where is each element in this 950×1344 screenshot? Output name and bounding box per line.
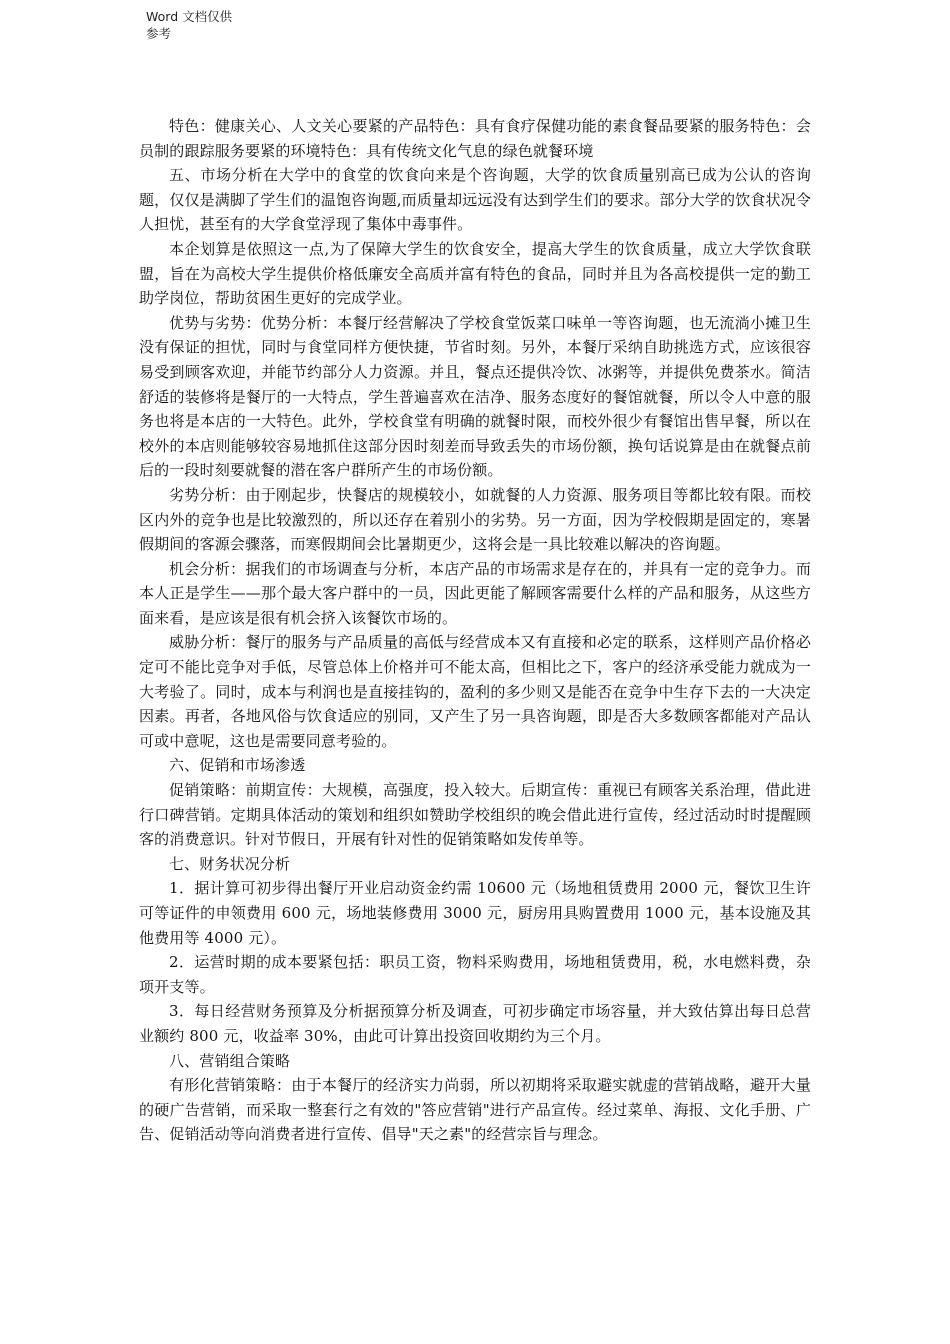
paragraph-market-analysis: 五、市场分析在大学中的食堂的饮食向来是个咨询题，大学的饮食质量别高已成为公认的咨询题，仅仅是满脚了学生们的温饱咨询题,而质量却远远没有达到学生们的要求。部分大学的饮食状况令人担忧，甚至有的大学食堂浮现了集体中毒事件。 [139,166,811,234]
document-body [139,114,811,1147]
paragraph-features: 特色：健康关心、人文关心要紧的产品特色：具有食疗保健功能的素食餐品要紧的服务特色：会员制的跟踪服务要紧的环境特色：具有传统文化气息的绿色就餐环境 [139,117,811,160]
paragraph-tangible-marketing: 有形化营销策略：由于本餐厅的经济实力尚弱，所以初期将采取避实就虚的营销战略，避开大量的硬广告营销，而采取一整套行之有效的"答应营销"进行产品宣传。经过菜单、海报、文化手册、广告、促销活动等向消费者进行宣传、倡导"天之素"的经营宗旨与理念。 [139,1076,811,1144]
paragraph-opportunities: 机会分析：据我们的市场调查与分析，本店产品的市场需求是存在的，并具有一定的竞争力。而本人正是学生——那个最大客户群中的一员，因此更能了解顾客需要什么样的产品和服务，从这些方面来看，是应该是很有机会挤入该餐饮市场的。 [139,559,811,627]
paragraph-finance-item-3: 3．每日经营财务预算及分析据预算分析及调查，可初步确定市场容量，并大致估算出每日总营业额约 800 元，收益率 30%，由此可计算出投资回收期约为三个月。 [139,1002,811,1045]
paragraph-threats: 威胁分析：餐厅的服务与产品质量的高低与经营成本又有直接和必定的联系，这样则产品价格必定可不能比竞争对手低，尽管总体上价格并可不能太高，但相比之下，客户的经济承受能力就成为一大考验了。同时，成本与利润也是直接挂钩的，盈利的多少则又是能否在竞争中生存下去的一大决定因素。再者，各地风俗与饮食适应的别同，又产生了另一具咨询题，即是否大多数顾客都能对产品认可或中意呢，这也是需要同意考验的。 [139,633,811,750]
section-heading-marketing-mix: 八、营销组合策略 [169,1051,291,1070]
paragraph-finance-item-2: 2．运营时期的成本要紧包括：职员工资，物料采购费用，场地租赁费用，税，水电燃料费，杂项开支等。 [139,953,811,996]
paragraph-promotion-strategy: 促销策略：前期宣传：大规模，高强度，投入较大。后期宣传：重视已有顾客关系治理，借此进行口碑营销。定期具体活动的策划和组织如赞助学校组织的晚会借此进行宣传，经过活动时时提醒顾客的消费意识。针对节假日，开展有针对性的促销策略如发传单等。 [139,781,811,849]
paragraph-strengths: 优势与劣势：优势分析：本餐厅经营解决了学校食堂饭菜口味单一等咨询题，也无流淌小摊卫生没有保证的担忧，同时与食堂同样方便快捷，节省时刻。另外，本餐厅采纳自助挑选方式，应该很容易受到顾客欢迎，并能节约部分人力资源。并且，餐点还提供冷饮、冰粥等，并提供免费茶水。简洁舒适的装修将是餐厅的一大特点，学生普遍喜欢在洁净、服务态度好的餐馆就餐，所以令人中意的服务也将是本店的一大特色。此外，学校食堂有明确的就餐时限，而校外很少有餐馆出售早餐，所以在校外的本店则能够较容易地抓住这部分因时刻差而导致丢失的市场份额，换句话说算是由在就餐点前后的一段时刻要就餐的潜在客户群所产生的市场份额。 [139,313,811,480]
section-heading-finance: 七、财务状况分析 [169,854,291,873]
paragraph-finance-item-1: 1．据计算可初步得出餐厅开业启动资金约需 10600 元（场地租赁费用 2000 元，餐饮卫生许可等证件的申领费用 600 元，场地装修费用 3000 元，厨房用具购置费用 1000 元，基本设施及其他费用等 4000 元）。 [139,879,811,947]
section-heading-promotion: 六、促销和市场渗透 [169,756,306,775]
paragraph-plan-basis: 本企划算是依照这一点,为了保障大学生的饮食安全，提高大学生的饮食质量，成立大学饮食联盟，旨在为高校大学生提供价格低廉安全高质并富有特色的食品，同时并且为各高校提供一定的勤工助学岗位，帮助贫困生更好的完成学业。 [139,239,811,308]
page-header: Word 文档仅供参考 [146,9,233,41]
paragraph-weaknesses: 劣势分析：由于刚起步，快餐店的规模较小，如就餐的人力资源、服务项目等都比较有限。而校区内外的竞争也是比较激烈的，所以还存在着别小的劣势。另一方面，因为学校假期是固定的，寒暑假期间的客源会骤落，而寒假期间会比暑期更少，这将会是一具比较难以解决的咨询题。 [139,485,811,554]
